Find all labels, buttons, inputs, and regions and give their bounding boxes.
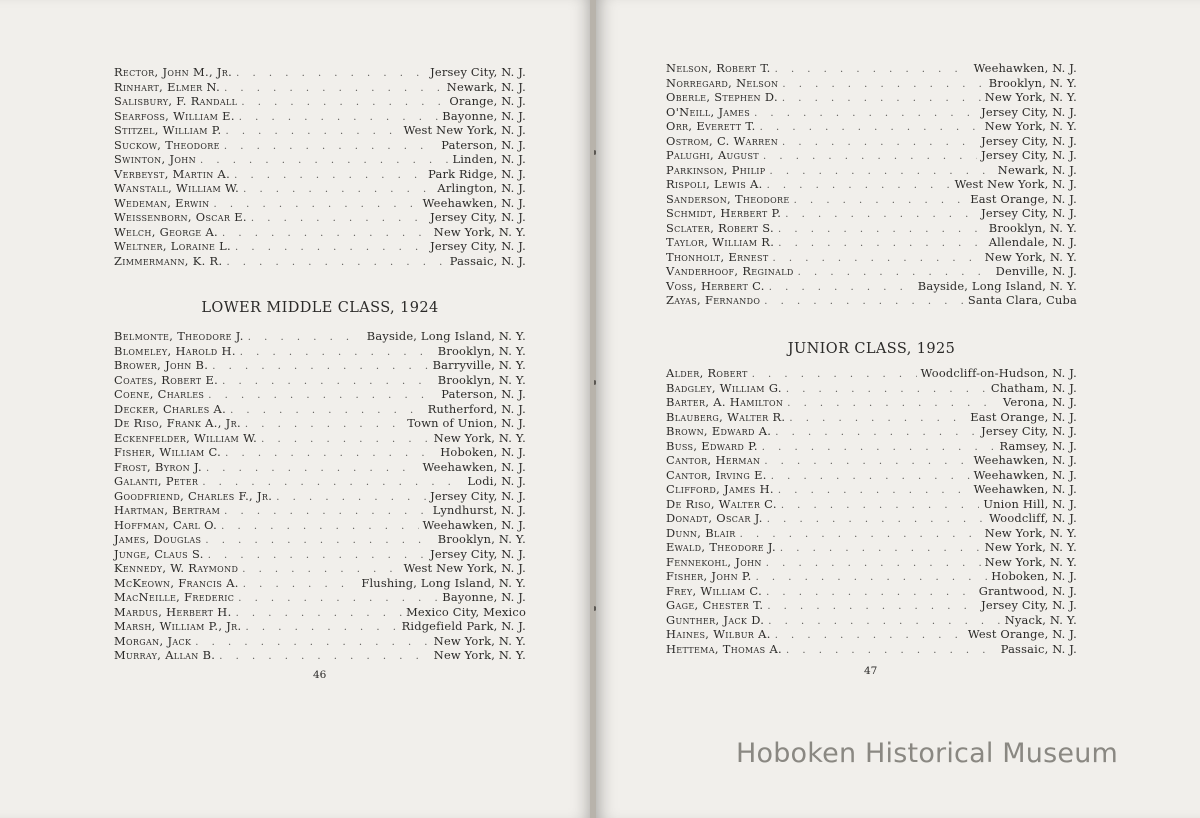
student-name: Stitzel, William P.	[114, 123, 222, 137]
student-name: Fisher, John P.	[666, 569, 752, 583]
museum-watermark: Hoboken Historical Museum	[736, 738, 1119, 769]
hometown: Passaic, N. J.	[1000, 641, 1077, 656]
right-section-heading: JUNIOR CLASS, 1925	[787, 341, 956, 357]
student-name: De Riso, Walter C.	[666, 496, 777, 511]
roster-entry	[114, 239, 526, 254]
right-top-list	[666, 61, 1077, 308]
roster-entry	[666, 424, 1077, 439]
student-name: Cantor, Herman	[666, 453, 761, 467]
dot-leader	[236, 67, 426, 82]
roster-entry	[666, 148, 1077, 163]
roster-entry	[114, 109, 526, 124]
dot-leader	[787, 397, 999, 412]
roster-entry	[114, 123, 526, 138]
dot-leader	[230, 404, 424, 419]
hometown: Woodcliff-on-Hudson, N. J.	[920, 366, 1077, 380]
dot-leader	[276, 491, 426, 506]
roster-entry	[114, 518, 526, 533]
student-name: Goodfriend, Charles F., Jr.	[114, 488, 273, 503]
hometown: New York, N. Y.	[984, 525, 1077, 540]
hometown: Jersey City, N. J.	[981, 598, 1077, 612]
roster-entry	[114, 387, 526, 402]
hometown: Woodcliff, N. J.	[989, 511, 1077, 525]
student-name: Gage, Chester T.	[666, 598, 764, 612]
hometown: Paterson, N. J.	[441, 387, 526, 401]
hometown: Union Hill, N. J.	[983, 496, 1077, 511]
roster-entry	[666, 264, 1077, 279]
student-name: Buss, Edward P.	[666, 438, 758, 453]
left-page	[0, 0, 592, 818]
dot-leader	[243, 578, 358, 593]
hometown: Brooklyn, N. Y.	[988, 75, 1077, 90]
student-name: Coates, Robert E.	[114, 372, 219, 387]
hometown: Denville, N. J.	[995, 264, 1077, 278]
roster-entry	[666, 366, 1077, 381]
student-name: O'Neill, James	[666, 104, 751, 119]
hometown: New York, N. Y.	[984, 90, 1077, 104]
left-top-list	[114, 65, 526, 268]
roster-entry	[666, 90, 1077, 105]
dot-leader	[248, 331, 363, 346]
hometown: New York, N. Y.	[433, 224, 526, 239]
hometown: Ramsey, N. J.	[999, 438, 1077, 453]
student-name: Ewald, Theodore J.	[666, 540, 776, 554]
roster-entry	[666, 235, 1077, 250]
dot-leader	[794, 194, 967, 209]
student-name: Frey, William C.	[666, 583, 763, 598]
roster-entry	[114, 489, 526, 504]
student-name: Ostrom, C. Warren	[666, 133, 779, 148]
student-name: Thonholt, Ernest	[666, 249, 769, 264]
roster-entry	[666, 293, 1077, 308]
dot-leader	[782, 92, 981, 107]
dot-leader	[205, 534, 433, 549]
hometown: Jersey City, N. J.	[981, 424, 1077, 438]
student-name: Badgley, William G.	[666, 380, 782, 395]
student-name: Weltner, Loraine L.	[114, 239, 232, 253]
student-name: Zayas, Fernando	[666, 293, 761, 307]
roster-entry	[666, 163, 1077, 178]
roster-entry	[666, 410, 1077, 425]
dot-leader	[208, 549, 426, 564]
hometown: Weehawken, N. J.	[422, 195, 526, 210]
student-name: Clifford, James H.	[666, 482, 774, 496]
hometown: Arlington, N. J.	[437, 181, 526, 195]
roster-entry	[666, 395, 1077, 410]
roster-entry	[114, 210, 526, 225]
student-name: Kennedy, W. Raymond	[114, 561, 239, 575]
roster-entry	[114, 547, 526, 562]
hometown: Brooklyn, N. Y.	[437, 343, 526, 358]
roster-entry	[666, 192, 1077, 207]
hometown: Brooklyn, N. Y.	[437, 372, 526, 387]
roster-entry	[666, 206, 1077, 221]
roster-entry	[666, 511, 1077, 526]
roster-entry	[666, 584, 1077, 599]
student-name: Nelson, Robert T.	[666, 61, 771, 75]
hometown: Barryville, N. Y.	[432, 358, 526, 372]
dot-leader	[768, 615, 1000, 630]
dot-leader	[234, 169, 424, 184]
dot-leader	[775, 63, 970, 78]
hometown: Jersey City, N. J.	[981, 206, 1077, 220]
hometown: Bayonne, N. J.	[442, 590, 526, 604]
roster-entry	[666, 482, 1077, 497]
student-name: Mardus, Herbert H.	[114, 604, 232, 619]
student-name: Wanstall, William W.	[114, 181, 240, 195]
roster-entry	[666, 526, 1077, 541]
student-name: Palughi, August	[666, 148, 759, 162]
hometown: Jersey City, N. J.	[430, 546, 526, 561]
student-name: Hoffman, Carl O.	[114, 517, 218, 532]
hometown: New York, N. Y.	[984, 249, 1077, 264]
hometown: Rutherford, N. J.	[427, 401, 526, 416]
roster-entry	[114, 605, 526, 620]
dot-leader	[200, 154, 448, 169]
dot-leader	[767, 600, 977, 615]
roster-entry	[666, 555, 1077, 570]
dot-leader	[261, 433, 430, 448]
roster-entry	[666, 221, 1077, 236]
student-name: Coene, Charles	[114, 387, 205, 401]
roster-entry	[114, 152, 526, 167]
roster-entry	[114, 65, 526, 80]
dot-leader	[781, 499, 980, 514]
dot-leader	[224, 82, 443, 97]
student-name: Murray, Allan B.	[114, 648, 216, 662]
student-name: Wedeman, Erwin	[114, 195, 210, 210]
hometown: Allendale, N. J.	[988, 235, 1077, 249]
roster-entry	[666, 134, 1077, 149]
roster-entry	[666, 177, 1077, 192]
student-name: Norregard, Nelson	[666, 75, 779, 90]
dot-leader	[773, 252, 981, 267]
dot-leader	[222, 375, 434, 390]
hometown: Bayside, Long Island, N. Y.	[917, 278, 1077, 293]
hometown: Newark, N. J.	[997, 162, 1077, 177]
hometown: Jersey City, N. J.	[430, 239, 526, 253]
roster-entry	[114, 648, 526, 663]
dot-leader	[754, 107, 977, 122]
student-name: Brower, John B.	[114, 358, 209, 372]
roster-entry	[666, 613, 1077, 628]
dot-leader	[206, 462, 419, 477]
student-name: Suckow, Theodore	[114, 137, 220, 152]
dot-leader	[785, 208, 977, 223]
student-name: James, Douglas	[114, 532, 202, 546]
hometown: Brooklyn, N. Y.	[437, 532, 526, 546]
dot-leader	[224, 505, 429, 520]
student-name: Rispoli, Lewis A.	[666, 177, 763, 191]
dot-leader	[778, 223, 985, 238]
student-name: Marsh, William P., Jr.	[114, 619, 242, 633]
roster-entry	[666, 105, 1077, 120]
roster-entry	[666, 381, 1077, 396]
student-name: Orr, Everett T.	[666, 119, 756, 133]
student-name: Voss, Herbert C.	[666, 278, 765, 293]
hometown: Newark, N. J.	[446, 79, 526, 94]
dot-leader	[246, 621, 398, 636]
hometown: Town of Union, N. J.	[407, 416, 526, 430]
hometown: New York, N. Y.	[433, 633, 526, 648]
roster-entry	[666, 642, 1077, 657]
dot-leader	[243, 183, 433, 198]
student-name: Schmidt, Herbert P.	[666, 206, 782, 220]
student-name: MacNeille, Frederic	[114, 590, 235, 604]
hometown: New York, N. Y.	[984, 119, 1077, 133]
student-name: Barter, A. Hamilton	[666, 395, 784, 409]
student-name: Welch, George A.	[114, 224, 219, 239]
dot-leader	[778, 237, 985, 252]
hometown: Hoboken, N. J.	[991, 569, 1077, 583]
roster-entry	[114, 576, 526, 591]
hometown: New York, N. Y.	[984, 540, 1077, 554]
dot-leader	[782, 78, 984, 93]
dot-leader	[756, 571, 988, 586]
dot-leader	[782, 136, 977, 151]
roster-entry	[666, 439, 1077, 454]
dot-leader	[760, 121, 981, 136]
hometown: Weehawken, N. J.	[422, 459, 526, 474]
dot-leader	[786, 383, 987, 398]
hometown: Jersey City, N. J.	[430, 488, 526, 503]
roster-entry	[666, 497, 1077, 512]
dot-leader	[775, 629, 964, 644]
dot-leader	[208, 389, 437, 404]
dot-leader	[251, 212, 426, 227]
dot-leader	[767, 513, 985, 528]
roster-entry	[114, 80, 526, 95]
student-name: Rector, John M., Jr.	[114, 65, 233, 79]
roster-entry	[114, 619, 526, 634]
hometown: Grantwood, N. J.	[978, 583, 1077, 598]
hometown: West Orange, N. J.	[967, 627, 1077, 641]
student-name: McKeown, Francis A.	[114, 575, 239, 590]
student-name: Donadt, Oscar J.	[666, 511, 763, 525]
dot-leader	[766, 557, 981, 572]
dot-leader	[780, 542, 981, 557]
student-name: Sanderson, Theodore	[666, 191, 790, 206]
hometown: New York, N. Y.	[433, 648, 526, 662]
hometown: East Orange, N. J.	[970, 409, 1077, 424]
student-name: Galanti, Peter	[114, 474, 199, 488]
dot-leader	[235, 241, 426, 256]
student-name: Hettema, Thomas A.	[666, 641, 782, 656]
hometown: Jersey City, N. J.	[981, 104, 1077, 119]
hometown: Ridgefield Park, N. J.	[401, 619, 526, 633]
roster-entry	[114, 590, 526, 605]
roster-entry	[114, 634, 526, 649]
hometown: New York, N. Y.	[984, 554, 1077, 569]
student-name: Fisher, William C.	[114, 445, 222, 459]
dot-leader	[241, 96, 445, 111]
hometown: Weehawken, N. J.	[973, 482, 1077, 496]
dot-leader	[767, 179, 951, 194]
dot-leader	[219, 650, 430, 665]
roster-entry	[114, 329, 526, 344]
dot-leader	[222, 227, 430, 242]
student-name: Junge, Claus S.	[114, 546, 204, 561]
hometown: Mexico City, Mexico	[406, 604, 526, 619]
dot-leader	[240, 346, 434, 361]
dot-leader	[786, 644, 997, 659]
roster-entry	[114, 532, 526, 547]
dot-leader	[766, 586, 975, 601]
dot-leader	[771, 470, 970, 485]
dot-leader	[221, 520, 419, 535]
roster-entry	[114, 416, 526, 431]
student-name: Frost, Byron J.	[114, 459, 202, 474]
hometown: Jersey City, N. J.	[430, 210, 526, 224]
student-name: Swinton, John	[114, 152, 196, 166]
dot-leader	[245, 418, 403, 433]
student-name: De Riso, Frank A., Jr.	[114, 416, 241, 430]
roster-entry	[114, 196, 526, 211]
hometown: Weehawken, N. J.	[973, 453, 1077, 467]
dot-leader	[212, 360, 428, 375]
student-name: Zimmermann, K. R.	[114, 253, 223, 268]
student-name: Rinhart, Elmer N.	[114, 79, 221, 94]
hometown: East Orange, N. J.	[970, 191, 1077, 206]
hometown: Verona, N. J.	[1003, 395, 1077, 409]
hometown: Brooklyn, N. Y.	[988, 220, 1077, 235]
roster-entry	[114, 358, 526, 373]
hometown: Lyndhurst, N. J.	[432, 503, 526, 517]
roster-entry	[666, 76, 1077, 91]
hometown: Bayonne, N. J.	[442, 108, 526, 123]
roster-entry	[114, 167, 526, 182]
hometown: Nyack, N. Y.	[1004, 612, 1077, 627]
hometown: Santa Clara, Cuba	[967, 293, 1077, 307]
hometown: Lodi, N. J.	[467, 474, 526, 488]
roster-entry	[114, 181, 526, 196]
dot-leader	[789, 412, 966, 427]
roster-entry	[114, 402, 526, 417]
hometown: Chatham, N. J.	[990, 380, 1077, 395]
roster-entry	[114, 373, 526, 388]
student-name: Weissenborn, Oscar E.	[114, 210, 247, 224]
hometown: West New York, N. J.	[954, 177, 1077, 191]
roster-entry	[666, 61, 1077, 76]
roster-entry	[666, 627, 1077, 642]
right-page	[596, 0, 1200, 818]
hometown: Hoboken, N. J.	[440, 445, 526, 459]
roster-entry	[114, 561, 526, 576]
dot-leader	[762, 441, 996, 456]
left-section-heading: LOWER MIDDLE CLASS, 1924	[201, 300, 439, 316]
roster-entry	[114, 503, 526, 518]
student-name: Cantor, Irving E.	[666, 467, 767, 482]
student-name: Fennekohl, John	[666, 554, 762, 569]
roster-entry	[666, 468, 1077, 483]
student-name: Morgan, Jack	[114, 633, 192, 648]
roster-entry	[114, 344, 526, 359]
hometown: West New York, N. J.	[403, 123, 526, 137]
student-name: Verbeyst, Martin A.	[114, 166, 231, 181]
student-name: Parkinson, Philip	[666, 162, 766, 177]
dot-leader	[764, 455, 969, 470]
hometown: Weehawken, N. J.	[973, 467, 1077, 482]
student-name: Belmonte, Theodore J.	[114, 329, 244, 343]
left-page-number: 46	[313, 669, 327, 681]
roster-entry	[666, 569, 1077, 584]
hometown: Weehawken, N. J.	[973, 61, 1077, 75]
roster-entry	[666, 250, 1077, 265]
hometown: Jersey City, N. J.	[981, 148, 1077, 162]
roster-entry	[666, 598, 1077, 613]
student-name: Sclater, Robert S.	[666, 220, 775, 235]
hometown: Paterson, N. J.	[441, 137, 526, 152]
student-name: Blauberg, Walter R.	[666, 409, 786, 424]
dot-leader	[225, 125, 399, 140]
student-name: Oberle, Stephen D.	[666, 90, 778, 104]
hometown: Passaic, N. J.	[449, 253, 526, 268]
right-page-number: 47	[864, 665, 878, 677]
roster-entry	[114, 460, 526, 475]
roster-entry	[114, 225, 526, 240]
dot-leader	[769, 281, 914, 296]
student-name: Alder, Robert	[666, 366, 748, 380]
roster-entry	[114, 445, 526, 460]
student-name: Salisbury, F. Randall	[114, 94, 238, 108]
roster-entry	[114, 94, 526, 109]
dot-leader	[225, 447, 436, 462]
left-section-list	[114, 329, 526, 663]
student-name: Eckenfelder, William W.	[114, 430, 258, 445]
student-name: Taylor, William R.	[666, 235, 775, 249]
roster-entry	[666, 279, 1077, 294]
hometown: Flushing, Long Island, N. Y.	[361, 575, 526, 590]
roster-entry	[114, 474, 526, 489]
roster-entry	[114, 254, 526, 269]
hometown: Weehawken, N. J.	[422, 517, 526, 532]
student-name: Hartman, Bertram	[114, 503, 221, 517]
hometown: Linden, N. J.	[452, 152, 526, 166]
dot-leader	[236, 607, 403, 622]
dot-leader	[224, 140, 437, 155]
dot-leader	[775, 426, 977, 441]
student-name: Brown, Edward A.	[666, 424, 772, 438]
hometown: Jersey City, N. J.	[981, 133, 1077, 148]
right-section-list	[666, 366, 1077, 656]
hometown: New York, N. Y.	[433, 430, 526, 445]
student-name: Dunn, Blair	[666, 525, 736, 540]
roster-entry	[666, 540, 1077, 555]
student-name: Searfoss, William E.	[114, 108, 235, 123]
dot-leader	[764, 295, 964, 310]
dot-leader	[195, 636, 429, 651]
student-name: Haines, Wilbur A.	[666, 627, 771, 641]
hometown: Jersey City, N. J.	[430, 65, 526, 79]
hometown: Bayside, Long Island, N. Y.	[366, 329, 526, 343]
dot-leader	[778, 484, 970, 499]
hometown: Park Ridge, N. J.	[428, 166, 526, 181]
hometown: West New York, N. J.	[403, 561, 526, 575]
dot-leader	[763, 150, 977, 165]
student-name: Gunther, Jack D.	[666, 612, 765, 627]
dot-leader	[226, 256, 445, 271]
roster-entry	[666, 119, 1077, 134]
hometown: Orange, N. J.	[449, 94, 526, 108]
student-name: Vanderhoof, Reginald	[666, 264, 794, 278]
roster-entry	[114, 431, 526, 446]
roster-entry	[114, 138, 526, 153]
roster-entry	[666, 453, 1077, 468]
student-name: Decker, Charles A.	[114, 401, 227, 416]
student-name: Blomeley, Harold H.	[114, 343, 236, 358]
